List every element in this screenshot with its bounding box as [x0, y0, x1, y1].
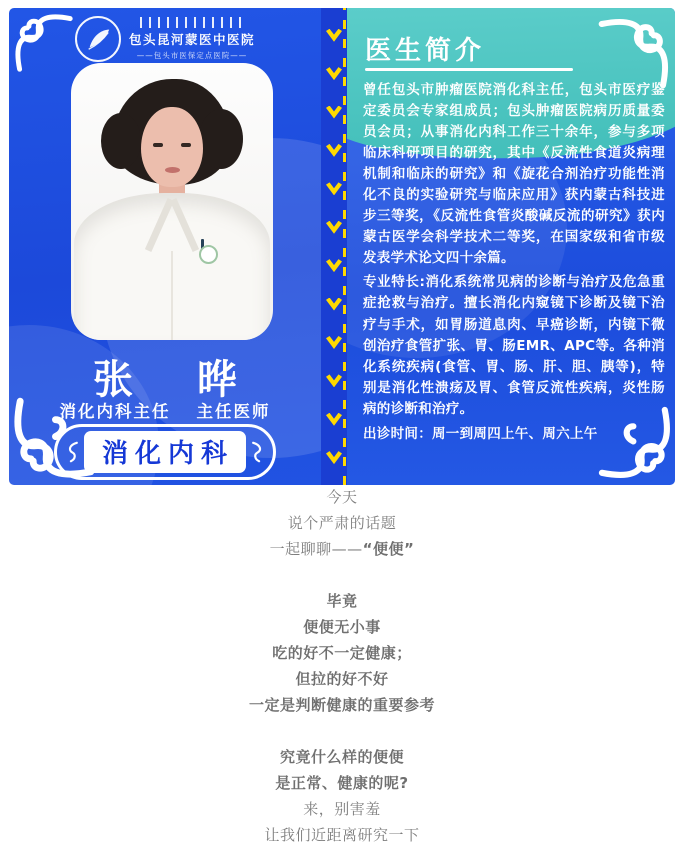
- article-text-bold: 但拉的好不好: [295, 669, 389, 688]
- divider-motif-icon: [326, 106, 342, 119]
- article-text-bold: 究竟什么样的便便: [279, 747, 404, 766]
- article-line: [0, 743, 684, 769]
- article-text: 让我们近距离研究一下: [264, 825, 420, 844]
- portrait-eye: [153, 143, 163, 147]
- divider-motif-icon: [326, 67, 342, 80]
- corner-scroll-ornament-icon: [11, 389, 103, 481]
- divider-motif-icon: [326, 144, 342, 157]
- article-line: [0, 639, 684, 665]
- profile-text: [363, 80, 665, 448]
- hospital-logo-text: [129, 17, 255, 61]
- portrait-face: [141, 107, 203, 187]
- portrait-lips: [165, 167, 180, 173]
- article-line: [0, 795, 684, 821]
- coat-seam: [171, 251, 173, 340]
- profile-section-title: 医生简介: [365, 36, 486, 66]
- article-line-spacer: [0, 561, 684, 587]
- corner-scroll-ornament-icon: [13, 12, 79, 78]
- article-text-bold: 一定是判断健康的重要参考: [248, 695, 435, 714]
- doctor-photo: [71, 63, 273, 340]
- divider-motif-icon: [326, 29, 342, 42]
- poster-right-panel: [347, 8, 675, 485]
- article-text-bold: 毕竟: [326, 591, 358, 610]
- corner-scroll-ornament-icon: [591, 399, 673, 481]
- article-body: [0, 483, 684, 847]
- article-line: [0, 535, 684, 561]
- article-text-bold: 便便无小事: [303, 617, 381, 636]
- profile-paragraph: 曾任包头市肿瘤医院消化科主任，包头市医疗鉴定委员会专家组成员；包头肿瘤医院病历质量委员会员；从事消化内科工作三十余年，参与多项临床科研项目的研究，其中《反流性食道炎病理机制和临床的研究》和《旋花合剂治疗功能性消化不良的实验研究与临床应用》获内蒙古科技进步三等奖，《反流性食管炎酸碱反流的研究》获内蒙古医学会科学技术二等奖，在国家级和省市级发表学术论文四十余篇。: [363, 82, 665, 267]
- divider-motif-icon: [326, 221, 342, 234]
- hospital-name: 包头昆河蒙医中医院: [128, 32, 255, 47]
- portrait-white-coat: [74, 193, 270, 340]
- article-line: [0, 509, 684, 535]
- profile-paragraph: 出诊时间：周一到周四上午、周六上午: [363, 425, 598, 442]
- article-line: [0, 483, 684, 509]
- article-text-bold: “便便”: [362, 539, 415, 558]
- article-line-spacer: [0, 717, 684, 743]
- divider-motif-icon: [326, 413, 342, 426]
- ornament-divider-strip: [321, 8, 347, 485]
- hospital-logo-icon: [75, 16, 121, 62]
- doctor-name: 张 晔: [93, 357, 249, 403]
- divider-motif-icon: [326, 451, 342, 464]
- divider-motif-icon: [326, 336, 342, 349]
- curl-ornament-icon: [251, 437, 264, 467]
- coat-collar: [145, 198, 174, 252]
- article-text: 今天: [326, 487, 358, 506]
- article-line: [0, 821, 684, 847]
- corner-scroll-ornament-icon: [591, 16, 671, 96]
- article-line: [0, 613, 684, 639]
- department-badge-label: 消化内科: [84, 431, 246, 473]
- coat-collar: [170, 198, 199, 252]
- divider-motif-icon: [326, 259, 342, 272]
- article-line: [0, 691, 684, 717]
- hospital-crest-badge: [199, 245, 218, 264]
- article-text: 一起聊聊——: [269, 539, 363, 558]
- profile-paragraph: 专业特长:消化系统常见病的诊断与治疗及危急重症抢救与治疗。擅长消化内窥镜下诊断及镜下治疗与手术，如胃肠道息肉、早癌诊断，内镜下微创治疗食管扩张、胃、肠EMR、APC等。各种消化系统疾病(食管、胃、肠、肝、胆、胰等)，特别是消化性溃疡及胃、食管反流性疾病，炎性肠病的诊断和治疗。: [363, 274, 665, 417]
- doctor-intro-poster: [9, 8, 675, 485]
- poster-left-panel: [9, 8, 321, 485]
- hospital-subtitle: ——包头市医保定点医院——: [136, 51, 248, 60]
- article-text-bold: 是正常、健康的呢?: [275, 773, 409, 792]
- article-text-bold: 吃的好不一定健康；: [272, 643, 412, 662]
- doctor-title-secondary: 主任医师: [196, 402, 271, 421]
- article-text: 说个严肃的话题: [287, 513, 397, 532]
- article-line: [0, 665, 684, 691]
- divider-motif-icon: [326, 374, 342, 387]
- mongolian-script-decoration: [140, 17, 244, 28]
- divider-motif-icon: [326, 298, 342, 311]
- article-text: 来，别害羞: [303, 799, 381, 818]
- doctor-title-primary: 消化内科主任: [59, 402, 171, 421]
- article-line: [0, 587, 684, 613]
- divider-motif-icon: [326, 182, 342, 195]
- article-line: [0, 769, 684, 795]
- leaf-emblem-icon: [84, 25, 112, 53]
- portrait-eye: [181, 143, 191, 147]
- title-underline: [365, 68, 573, 71]
